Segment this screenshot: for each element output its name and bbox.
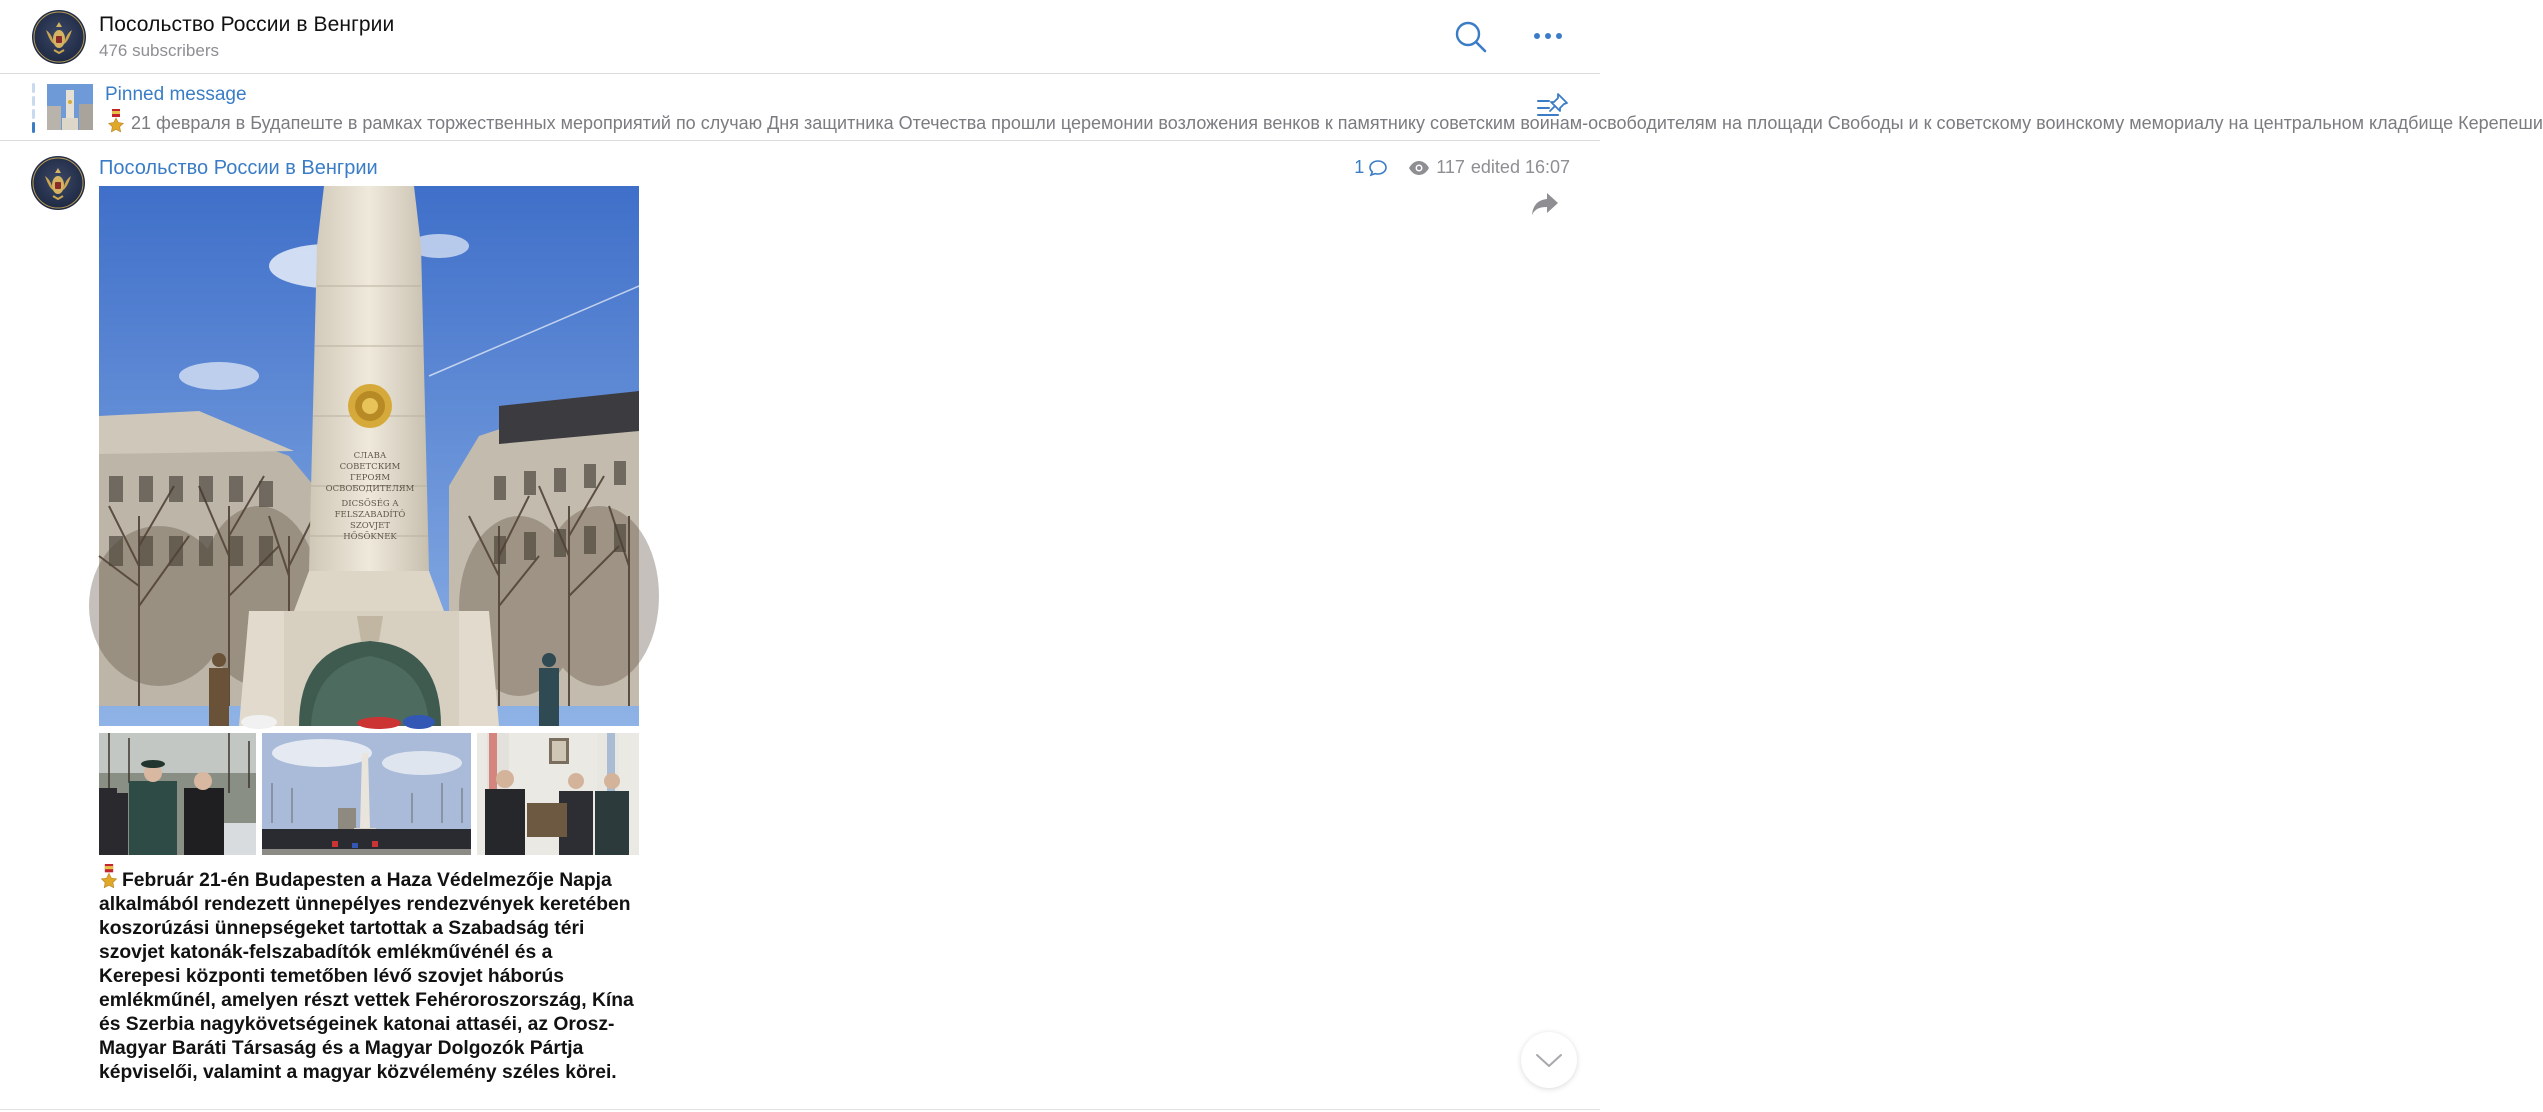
pinned-list-icon[interactable] [1536, 92, 1570, 122]
post-author-name[interactable]: Посольство России в Венгрии [99, 157, 378, 179]
chevron-down-icon [1521, 1032, 1577, 1088]
inscription-line-3: ГЕРОЯМ [349, 473, 391, 483]
inscription-line-5: DICSŐSÉG A [341, 499, 399, 509]
post-text-content: Február 21-én Budapesten a Haza Védelmezője Napja alkalmából rendezett ünnepélyes rendezvények keretében koszorúzási ünnepségeket tartottak a Szabadság téri szovjet katonák-felszabadítók emlékművénél és a Kerepesi központi temetőben lévő szovjet háborús emlékműnél, amelyen részt vettek Fehéroroszország, Kína és Szerbia nagykövetségeinek katonai attaséi, az Orosz-Magyar Baráti Társaság és a Magyar Dolgozók Pártja képviselői, valamint a magyar közvélemény széles körei. [99, 870, 634, 1083]
inscription-line-4: ОСВОБОДИТЕЛЯМ [325, 484, 415, 494]
inscription-line-7: SZOVJET [350, 521, 390, 531]
pinned-text-content: 21 февраля в Будапеште в рамках торжественных мероприятий по случаю Дня защитника Отечества прошли церемонии возложения венков к памятнику советским воинам-освободителям на площади Свободы и к советскому воинскому мемориалу на центральном кладбище Керепеши [131, 113, 2543, 133]
post-photo-thumb-3[interactable] [477, 733, 639, 855]
inscription-line-6: FELSZABADÍTÓ [334, 510, 406, 520]
medal-emoji-icon [99, 864, 119, 891]
inscription-line-8: HŐSÖKNEK [343, 532, 397, 542]
pinned-thumbnail[interactable] [47, 84, 93, 130]
view-count: 117 [1436, 157, 1465, 177]
medal-emoji-icon [107, 109, 125, 135]
comment-count: 1 [1354, 157, 1365, 177]
pinned-indicator [32, 83, 35, 133]
more-icon[interactable] [1532, 26, 1564, 46]
inscription-line-1: СЛАВА [353, 451, 387, 461]
post-photo-main[interactable] [99, 186, 639, 726]
pinned-message-bar[interactable] [0, 75, 2543, 141]
bottom-divider [0, 1109, 1600, 1110]
post-text [99, 864, 639, 1085]
post-meta [1354, 157, 1570, 178]
scroll-down-button[interactable] [1521, 1032, 1577, 1088]
pinned-text [107, 109, 2543, 135]
post-photo-thumb-1[interactable] [99, 733, 256, 855]
share-icon[interactable] [1530, 191, 1560, 217]
pinned-label: Pinned message [105, 84, 247, 105]
post-photo-thumb-2[interactable] [262, 733, 471, 855]
subscriber-count: 476 subscribers [99, 41, 220, 60]
search-icon[interactable] [1454, 20, 1488, 54]
views-eye-icon [1408, 160, 1430, 176]
post-author-avatar[interactable] [31, 156, 85, 210]
edited-time: edited 16:07 [1470, 157, 1570, 177]
channel-avatar[interactable] [32, 10, 86, 64]
channel-title[interactable]: Посольство России в Венгрии [99, 13, 395, 36]
comment-icon [1368, 158, 1388, 178]
comments-link[interactable] [1354, 157, 1388, 178]
inscription-line-2: СОВЕТСКИМ [339, 462, 401, 472]
channel-header [0, 0, 1600, 74]
